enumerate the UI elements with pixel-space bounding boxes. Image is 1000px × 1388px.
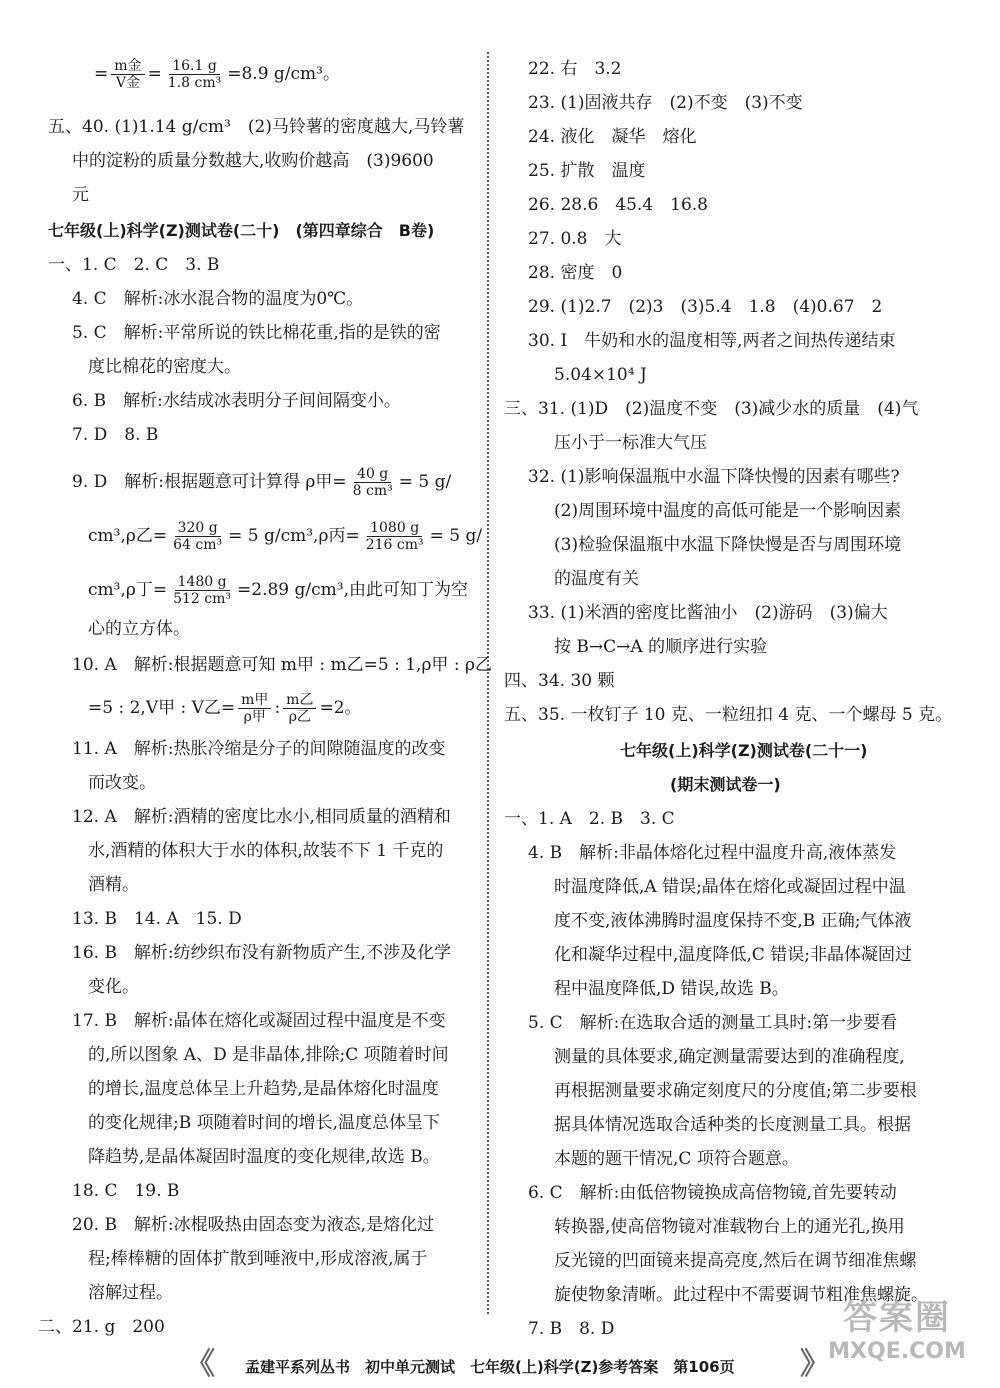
answer-q10-line2: =5 : 2,V甲 : V乙= $\frac{\text{m甲}}{\text{ρ甲}}$ : $\frac{\text{m乙}}{\text{ρ乙}}$ =2。 xyxy=(88,692,362,725)
answer-q40-line1: 五、40. (1)1.14 g/cm³ (2)马铃薯的密度越大,马铃薯 xyxy=(48,117,465,137)
answer-q9-line3: cm³,ρ丁= $\frac{1480 g}{\text{512 cm³}}$ =2.89 g/cm³,由此可知丁为空 xyxy=(88,574,468,607)
answer-q6: 6. B 解析:水结成冰表明分子间间隔变小。 xyxy=(72,391,401,411)
answer-q21: 二、21. g 200 xyxy=(38,1317,165,1337)
section-subtitle-21: (期末测试卷一) xyxy=(670,775,781,794)
answer-q29: 29. (1)2.7 (2)3 (3)5.4 1.8 (4)0.67 2 xyxy=(528,297,883,317)
answer-q32-line2: (2)周围环境中温度的高低可能是一个影响因素 xyxy=(554,501,902,521)
answer-q4-final-line3: 度不变,液体沸腾时温度保持不变,B 正确;气体液 xyxy=(554,911,912,931)
answer-q18-19: 18. C 19. B xyxy=(72,1181,180,1201)
answer-q12-line2: 水,酒精的体积大于水的体积,故装不下 1 千克的 xyxy=(88,841,444,861)
answer-q20-line1: 20. B 解析:冰棍吸热由固态变为液态,是熔化过 xyxy=(72,1215,435,1235)
fraction: $\frac{40 g}{\text{8 cm³}}$ xyxy=(352,466,393,499)
answer-q24: 24. 液化 凝华 熔化 xyxy=(528,127,697,147)
answer-q26: 26. 28.6 45.4 16.8 xyxy=(528,195,708,215)
answer-q32-line4: 的温度有关 xyxy=(554,569,639,589)
answer-q16-line1: 16. B 解析:纺纱织布没有新物质产生,不涉及化学 xyxy=(72,943,452,963)
answer-q20-line2: 程;棒棒糖的固体扩散到唾液中,形成溶液,属于 xyxy=(88,1249,428,1269)
fraction: $\frac{\text{m金}}{\text{V金}}$ xyxy=(111,58,144,91)
answer-q20-line3: 溶解过程。 xyxy=(88,1283,173,1303)
answer-q23: 23. (1)固液共存 (2)不变 (3)不变 xyxy=(528,93,803,113)
answer-q7-8: 7. D 8. B xyxy=(72,425,159,445)
answer-q4-final-line1: 4. B 解析:非晶体熔化过程中温度升高,液体蒸发 xyxy=(528,843,897,863)
answer-q1-3: 一、1. C 2. C 3. B xyxy=(48,255,220,275)
answer-q6-final-line3: 反光镜的凹面镜来提高亮度,然后在调节细准焦螺 xyxy=(554,1251,917,1271)
fraction: $\frac{320 g}{\text{64 cm³}}$ xyxy=(173,520,223,553)
answer-q32-line3: (3)检验保温瓶中水温下降快慢是否与周围环境 xyxy=(554,535,902,555)
answer-q11-line2: 而改变。 xyxy=(88,773,156,793)
answer-q5-final-line5: 本题的题干情况,C 项符合题意。 xyxy=(554,1149,799,1169)
fraction: $\frac{1480 g}{\text{512 cm³}}$ xyxy=(173,574,232,607)
answer-q30-line2: 5.04×10⁴ J xyxy=(554,365,647,385)
answer-q32-line1: 32. (1)影响保温瓶中水温下降快慢的因素有哪些? xyxy=(528,467,900,487)
column-divider xyxy=(487,52,489,1314)
answer-q22: 22. 右 3.2 xyxy=(528,59,622,79)
footer-text: 孟建平系列丛书 初中单元测试 七年级(上)科学(Z)参考答案 第106页 xyxy=(245,1358,735,1376)
answer-q31-line1: 三、31. (1)D (2)温度不变 (3)减少水的质量 (4)气 xyxy=(504,399,919,419)
answer-q34: 四、34. 30 颗 xyxy=(504,671,615,691)
answer-q11-line1: 11. A 解析:热胀冷缩是分子的间隙随温度的改变 xyxy=(72,739,446,759)
answer-q40-line2: 中的淀粉的质量分数越大,收购价越高 (3)9600 xyxy=(72,151,434,171)
answer-q31-line2: 压小于一标准大气压 xyxy=(554,433,707,453)
answer-q17-line2: 的,所以图象 A、D 是非晶体,排除;C 项随着时间 xyxy=(88,1045,449,1065)
answer-q33-line2: 按 B→C→A 的顺序进行实验 xyxy=(554,637,768,657)
answer-q9-line2: cm³,ρ乙= $\frac{320 g}{\text{64 cm³}}$ = 5 g/cm³,ρ丙= $\frac{1080 g}{\text{216 cm³}}$ = 5 g/ xyxy=(88,520,483,553)
answer-q9-line1: 9. D 解析:根据题意可计算得 ρ甲= $\frac{40 g}{\text{8 cm³}}$ = 5 g/ xyxy=(72,466,452,499)
watermark-line1: 答案圈 xyxy=(843,1298,951,1338)
answer-q4-final-line2: 时温度降低,A 错误;晶体在熔化或凝固过程中温 xyxy=(554,877,906,897)
answer-q17-line3: 的增长,温度总体呈上升趋势,是晶体熔化时温度 xyxy=(88,1079,439,1099)
answer-q5-final-line1: 5. C 解析:在选取合适的测量工具时:第一步要看 xyxy=(528,1013,898,1033)
answer-q9-line4: 心的立方体。 xyxy=(88,619,190,639)
answer-q27: 27. 0.8 大 xyxy=(528,229,622,249)
watermark-line2: MXQE.COM xyxy=(828,1339,966,1364)
answer-q7-8-final: 7. B 8. D xyxy=(528,1319,615,1339)
answer-q30-line1: 30. Ⅰ 牛奶和水的温度相等,两者之间热传递结束 xyxy=(528,331,896,351)
answer-q33-line1: 33. (1)米酒的密度比酱油小 (2)游码 (3)偏大 xyxy=(528,603,888,623)
answer-q6-final-line4: 旋使物象清晰。此过程中不需要调节粗准焦螺旋。 xyxy=(554,1285,928,1305)
answer-q4-final-line5: 程中温度降低,D 错误,故选 B。 xyxy=(554,979,789,999)
answer-q28: 28. 密度 0 xyxy=(528,263,623,283)
answer-q5-final-line4: 据具体情况选取合适种类的长度测量工具。根据 xyxy=(554,1115,911,1135)
section-title-21: 七年级(上)科学(Z)测试卷(二十一) xyxy=(620,741,868,760)
fraction: $\frac{1080 g}{\text{216 cm³}}$ xyxy=(365,520,424,553)
density-formula: = $\frac{\text{m金}}{\text{V金}}$ = $\frac{16.1 g}{\text{1.8 cm³}}$ =8.9 g/cm³。 xyxy=(94,58,340,91)
answer-q12-line1: 12. A 解析:酒精的密度比水小,相同质量的酒精和 xyxy=(72,807,451,827)
fraction: $\frac{\text{m乙}}{\text{ρ乙}}$ xyxy=(283,692,316,725)
answer-q17-line5: 降趋势,是晶体凝固时温度的变化规律,故选 B。 xyxy=(88,1147,440,1167)
answer-q5-line1: 5. C 解析:平常所说的铁比棉花重,指的是铁的密 xyxy=(72,323,441,343)
answer-q17-line1: 17. B 解析:晶体在熔化或凝固过程中温度是不变 xyxy=(72,1011,446,1031)
answer-q10-line1: 10. A 解析:根据题意可知 m甲 : m乙=5 : 1,ρ甲 : ρ乙 xyxy=(72,655,492,675)
answer-q12-line3: 酒精。 xyxy=(88,875,139,895)
answer-q25: 25. 扩散 温度 xyxy=(528,161,646,181)
answer-q35: 五、35. 一枚钉子 10 克、一粒纽扣 4 克、一个螺母 5 克。 xyxy=(504,705,953,725)
section-title-20: 七年级(上)科学(Z)测试卷(二十) (第四章综合 B卷) xyxy=(48,221,435,240)
answer-q5-final-line2: 测量的具体要求,确定测量需要达到的准确程度, xyxy=(554,1047,905,1067)
answer-q4: 4. C 解析:冰水混合物的温度为0℃。 xyxy=(72,289,364,309)
fraction: $\frac{16.1 g}{\text{1.8 cm³}}$ xyxy=(167,58,222,91)
answer-q6-final-line1: 6. C 解析:由低倍物镜换成高倍物镜,首先要转动 xyxy=(528,1183,897,1203)
answer-q16-line2: 变化。 xyxy=(88,977,139,997)
answer-q17-line4: 的变化规律;B 项随着时间的增长,温度总体呈下 xyxy=(88,1113,441,1133)
watermark-logo xyxy=(812,1290,982,1380)
right-arrow-icon: 》 xyxy=(800,1347,830,1382)
fraction: $\frac{\text{m甲}}{\text{ρ甲}}$ xyxy=(238,692,271,725)
answer-q5-line2: 度比棉花的密度大。 xyxy=(88,357,241,377)
answer-q6-final-line2: 转换器,使高倍物镜对准载物台上的通光孔,换用 xyxy=(554,1217,905,1237)
answer-q1-3-final: 一、1. A 2. B 3. C xyxy=(504,809,675,829)
answer-q5-final-line3: 再根据测量要求确定刻度尺的分度值;第二步要根 xyxy=(554,1081,917,1101)
answer-q13-15: 13. B 14. A 15. D xyxy=(72,909,242,929)
answer-q40-line3: 元 xyxy=(72,185,89,205)
answer-q4-final-line4: 化和凝华过程中,温度降低,C 错误;非晶体凝固过 xyxy=(554,945,912,965)
left-arrow-icon: 《 xyxy=(185,1347,215,1382)
